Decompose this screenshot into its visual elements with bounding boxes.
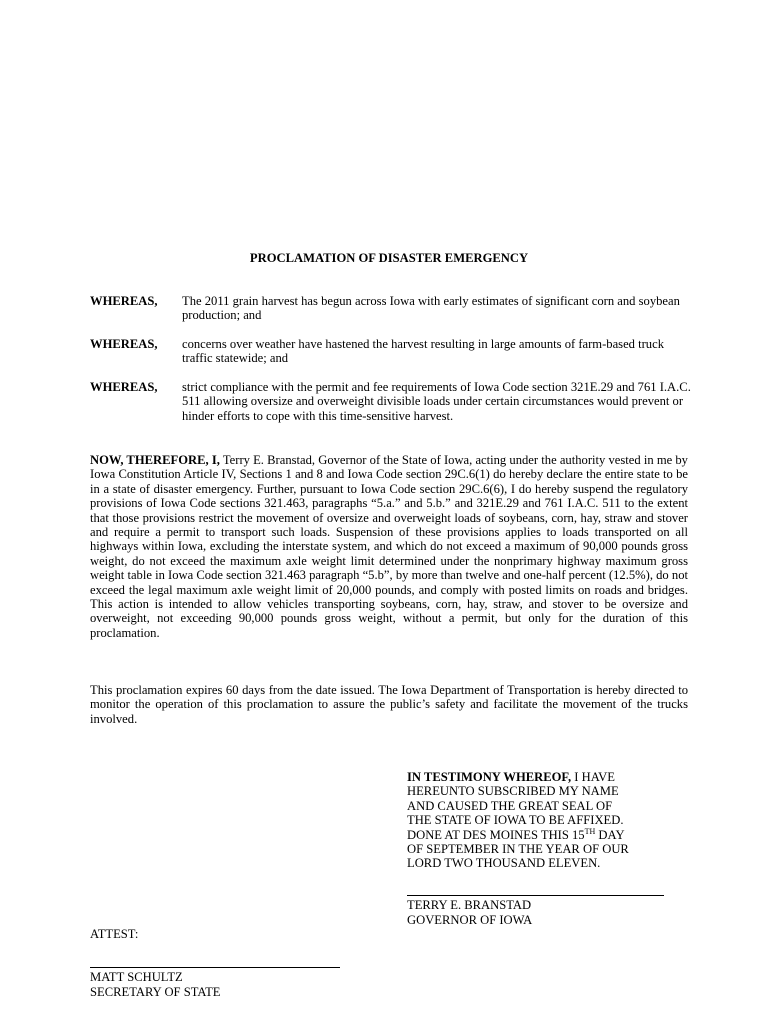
secretary-name: MATT SCHULTZ bbox=[90, 970, 183, 984]
whereas-text: The 2011 grain harvest has begun across Iowa with early estimates of significant corn and soybean production; and bbox=[182, 294, 680, 323]
testimony-line-1-rest: I HAVE bbox=[571, 770, 615, 784]
whereas-text: strict compliance with the permit and fee requirements of Iowa Code section 321E.29 and 761 I.A.C. 511 allowing oversize and overweight divisible loads under certain circumstances would prevent or hinder efforts to cope with this time-sensitive harvest. bbox=[182, 380, 691, 423]
whereas-text: concerns over weather have hastened the harvest resulting in large amounts of farm-based truck traffic statewide; and bbox=[182, 337, 664, 366]
now-therefore-paragraph bbox=[90, 453, 688, 640]
now-therefore-lead: NOW, THEREFORE, I, bbox=[90, 453, 220, 467]
attest-signature-line bbox=[90, 967, 340, 968]
testimony-line-5 bbox=[407, 828, 697, 842]
testimony-line-1 bbox=[407, 770, 697, 784]
governor-signature-line bbox=[407, 895, 664, 896]
testimony-line-5-a: DONE AT DES MOINES THIS 15 bbox=[407, 827, 585, 842]
testimony-lead: IN TESTIMONY WHEREOF, bbox=[407, 770, 572, 784]
expiration-paragraph: This proclamation expires 60 days from the date issued. The Iowa Department of Transportation is hereby directed to monitor the operation of this proclamation to assure the public’s safety and facilitate the movement of the trucks involved. bbox=[90, 683, 688, 726]
testimony-line-3: AND CAUSED THE GREAT SEAL OF bbox=[407, 798, 613, 813]
attest-label: ATTEST: bbox=[90, 927, 139, 941]
governor-name: TERRY E. BRANSTAD bbox=[407, 898, 532, 912]
testimony-line-6: OF SEPTEMBER IN THE YEAR OF OUR bbox=[407, 842, 629, 857]
testimony-line-7: LORD TWO THOUSAND ELEVEN. bbox=[407, 856, 601, 871]
testimony-line-4: THE STATE OF IOWA TO BE AFFIXED. bbox=[407, 813, 624, 828]
day-ordinal-suffix: TH bbox=[584, 826, 596, 836]
whereas-keyword: WHEREAS, bbox=[90, 294, 158, 308]
testimony-line-2: HEREUNTO SUBSCRIBED MY NAME bbox=[407, 784, 619, 799]
testimony-line-5-b: DAY bbox=[595, 827, 625, 842]
secretary-title: SECRETARY OF STATE bbox=[90, 985, 221, 999]
whereas-keyword: WHEREAS, bbox=[90, 337, 158, 351]
testimony-block bbox=[407, 770, 697, 871]
whereas-keyword: WHEREAS, bbox=[90, 380, 158, 394]
governor-title: GOVERNOR OF IOWA bbox=[407, 913, 533, 927]
now-therefore-text: Terry E. Branstad, Governor of the State of Iowa, acting under the authority vested in me by Iowa Constitution Article IV, Sections 1 and 8 and Iowa Code section 29C.6(1) do hereby declare the entire state to be in a state of disaster emergency. Further, pursuant to Iowa Code section 29C.6(6), I do hereby suspend the regulatory provisions of Iowa Code sections 321.463, paragraphs “5.a.” and 5.b.” and 321E.29 and 761 I.A.C. 511 to the extent that those provisions restrict the movement of oversize and overweight loads of soybeans, corn, hay, straw and stover and require a permit to transport such loads. Suspension of these provisions applies to loads transported on all highways within Iowa, excluding the interstate system, and which do not exceed a maximum of 90,000 pounds gross weight, do not exceed the maximum axle weight limit determined under the nonprimary highway maximum gross weight table in Iowa Code section 321.463 paragraph “5.b”, by more than twelve and one-half percent (12.5%), do not exceed the legal maximum axle weight limit of 20,000 pounds, and comply with posted limits on roads and bridges. This action is intended to allow vehicles transporting soybeans, corn, hay, straw, and stover to be oversize and overweight, not exceeding 90,000 pounds gross weight, without a permit, but only for the duration of this proclamation. bbox=[90, 453, 688, 640]
document-title: PROCLAMATION OF DISASTER EMERGENCY bbox=[249, 251, 529, 265]
